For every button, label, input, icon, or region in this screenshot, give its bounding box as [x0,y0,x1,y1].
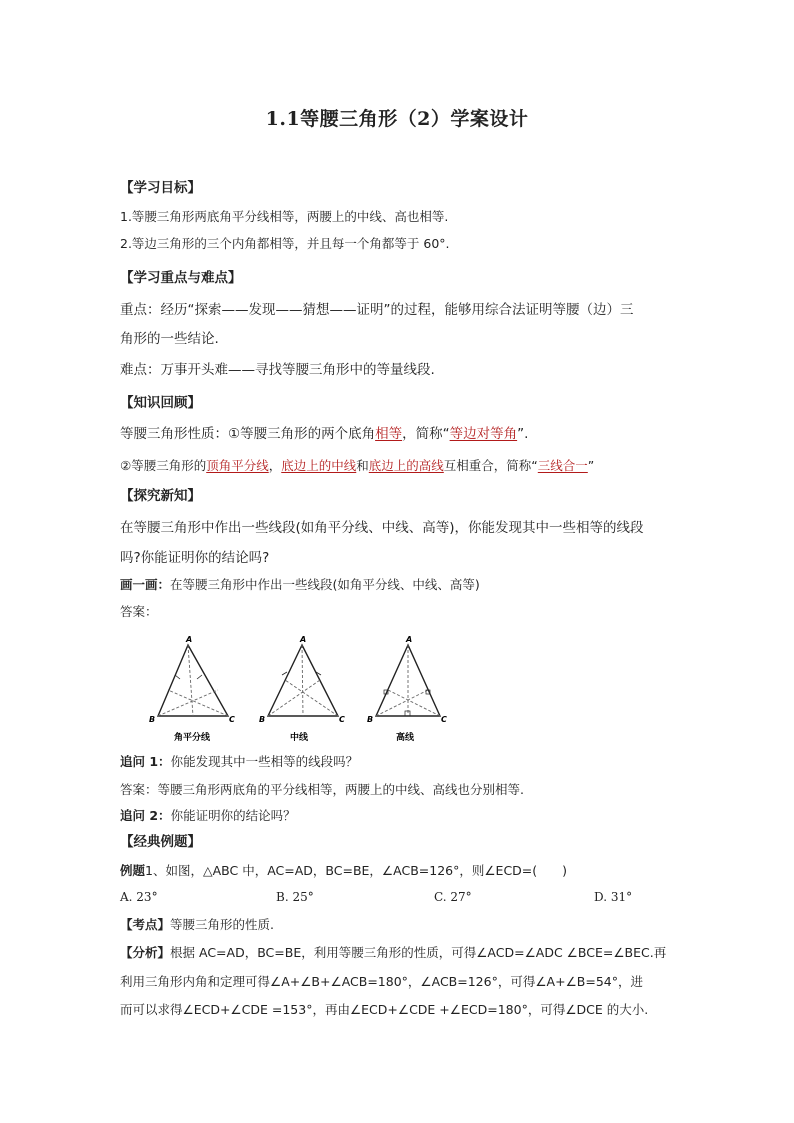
figure-median [259,635,345,743]
vertex-label: B [149,715,156,724]
option-b: B. 25° [276,890,314,904]
vertex-label: C [441,715,447,724]
followup-2-text: 你能证明你的结论吗？ [170,808,296,823]
followup-2 [120,806,296,826]
figure-caption: 角平分线 [174,733,211,743]
blank-answer: 底边上的高线 [368,458,444,473]
example-label: 例题 [120,863,146,878]
review-line-2 [120,456,594,476]
vertex-label: C [339,715,345,724]
followup-1-answer: 答案：等腰三角形两底角的平分线相等，两腰上的中线、高线也分别相等. [120,782,524,797]
explore-heading: 【探究新知】 [120,488,201,504]
keys-heading: 【学习重点与难点】 [120,270,242,286]
example-question [120,861,567,881]
followup-1 [120,752,358,772]
followup-1-label: 追问 1： [120,754,171,769]
review-text: ， [268,458,282,473]
vertex-label: A [406,635,413,644]
analysis-text: 根据 AC=AD，BC=BE，利用等腰三角形的性质，可得∠ACD=∠ADC ∠BCE=∠BEC.再 [170,945,667,960]
draw-label: 画一画： [120,577,171,592]
followup-1-text: 你能发现其中一些相等的线段吗？ [170,754,359,769]
exam-point-label: 【考点】 [120,917,171,932]
example-heading: 【经典例题】 [120,834,201,850]
explore-para-1: 在等腰三角形中作出一些线段(如角平分线、中线、高等)，你能发现其中一些相等的线段 [120,520,644,536]
vertex-label: B [259,715,266,724]
option-a: A. 23° [120,890,158,904]
review-text: 互相重合，简称“ [443,458,538,473]
blank-answer: 三线合一 [537,458,588,473]
figure-angle-bisector [149,635,235,743]
figure-caption: 中线 [290,733,309,743]
exam-point-text: 等腰三角形的性质. [170,917,274,932]
blank-answer: 顶角平分线 [206,458,269,473]
review-text: ②等腰三角形的 [120,458,207,473]
exam-point [120,915,274,935]
analysis-label: 【分析】 [120,945,171,960]
blank-answer: 底边上的中线 [281,458,357,473]
analysis-line-3: 而可以求得∠ECD+∠CDE =153°，再由∠ECD+∠CDE +∠ECD=180°，可得∠DCE 的大小. [120,1002,649,1017]
draw-text: 在等腰三角形中作出一些线段(如角平分线、中线、高等) [170,577,480,592]
option-c: C. 27° [434,890,472,904]
review-line-1 [120,424,528,444]
figure-altitude [367,635,447,743]
followup-2-label: 追问 2： [120,808,171,823]
vertex-label: A [186,635,193,644]
figure-caption: 高线 [396,733,415,743]
review-text: 等腰三角形性质：①等腰三角形的两个底角 [120,426,376,442]
draw-line [120,575,480,595]
review-text: ” [587,458,595,473]
goal-2: 2.等边三角形的三个内角都相等，并且每一个角都等于 60°. [120,236,450,251]
review-text: ，简称“ [402,426,450,442]
example-text: 1、如图，△ABC 中，AC=AD，BC=BE，∠ACB=126°，则∠ECD=( ) [145,863,568,878]
answer-label: 答案： [120,604,158,619]
analysis-line-2: 利用三角形内角和定理可得∠A+∠B+∠ACB=180°，∠ACB=126°，可得∠A+∠B=54°，进 [120,974,643,989]
blank-answer: 相等 [375,426,403,442]
blank-answer: 等边对等角 [449,426,518,442]
option-d: D. 31° [594,890,633,904]
goal-1: 1.等腰三角形两底角平分线相等，两腰上的中线、高也相等. [120,209,449,224]
analysis-line-1 [120,943,666,963]
key-point-line-2: 角形的一些结论. [120,331,219,347]
review-text: 和 [356,458,369,473]
vertex-label: C [229,715,235,724]
goals-heading: 【学习目标】 [120,180,201,196]
triangle-figures [140,630,460,745]
key-point-line-1: 重点：经历“探索——发现——猜想——证明”的过程，能够用综合法证明等腰（边）三 [120,302,634,318]
vertex-label: A [300,635,307,644]
review-heading: 【知识回顾】 [120,395,201,411]
vertex-label: B [367,715,374,724]
difficulty-line: 难点：万事开头难——寻找等腰三角形中的等量线段. [120,362,435,378]
page-title: 1.1等腰三角形（2）学案设计 [265,108,529,130]
review-text: ”. [517,426,529,442]
explore-para-2: 吗?你能证明你的结论吗? [120,550,270,566]
